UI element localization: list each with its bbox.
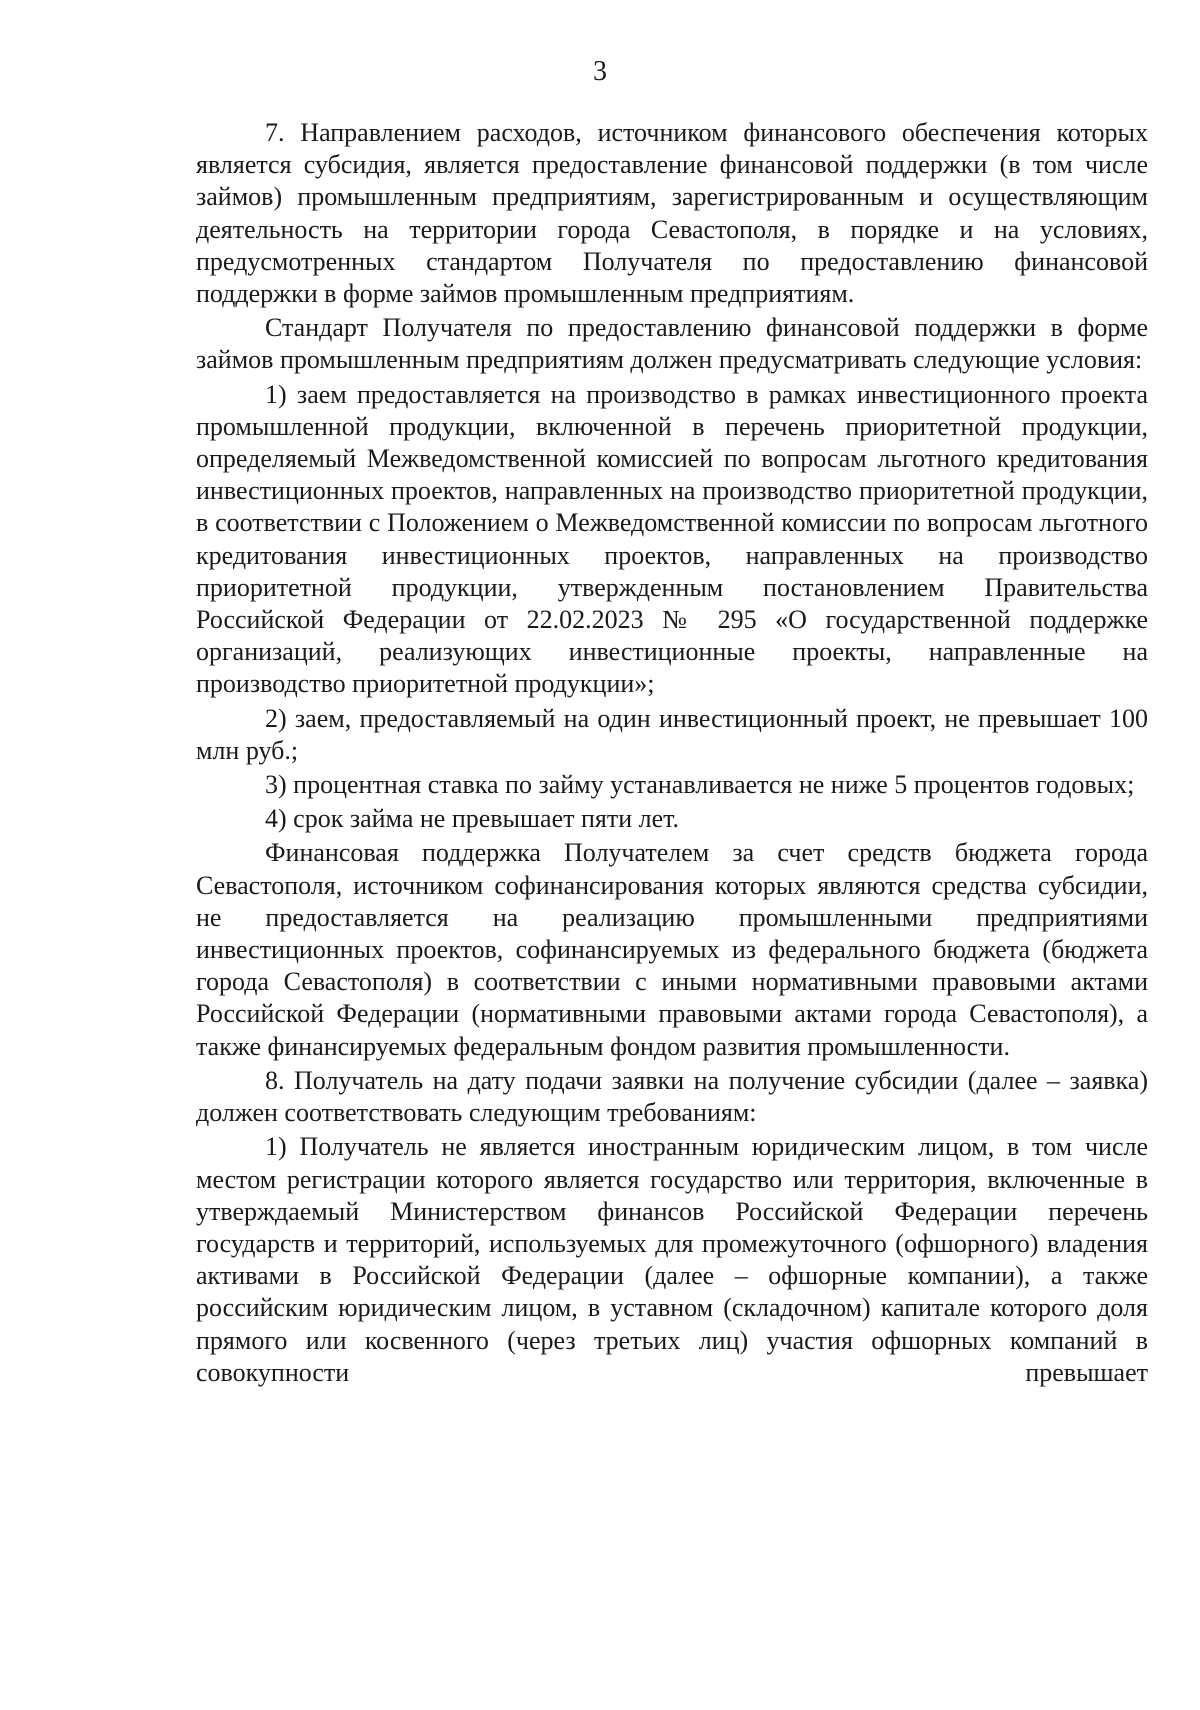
- paragraph-requirement-1: 1) Получатель не является иностранным юридическим лицом, в том числе местом регистрации которого является государство или территория, включенные в утверждаемый Министерством финансов Российской Федерации перечень государств и территорий, используемых для промежуточного (офшорного) владения активами в Российской Федерации (далее – офшорные компании), а также российским юридическим лицом, в уставном (складочном) капитале которого доля прямого или косвенного (через третьих лиц) участия офшорных компаний в совокупности превышает: [196, 1132, 1148, 1387]
- paragraph-condition-2: 2) заем, предоставляемый на один инвестиционный проект, не превышает 100 млн руб.;: [196, 703, 1148, 765]
- page-number: 3: [593, 56, 607, 87]
- paragraph-condition-4: 4) срок займа не превышает пяти лет.: [265, 804, 680, 834]
- paragraph-condition-1: 1) заем предоставляется на производство в рамках инвестиционного проекта промышленной продукции, включенной в перечень приоритетной продукции, определяемый Межведомственной комиссией по вопросам льготного кредитования инвестиционных проектов, направленных на производство приоритетной продукции, в соответствии с Положением о Межведомственной комиссии по вопросам льготного кредитования инвестиционных проектов, направленных на производство приоритетной продукции, утвержденным постановлением Правительства Российской Федерации от 22.02.2023 № 295 «О государственной поддержке организаций, реализующих инвестиционные проекты, направленные на производство приоритетной продукции»;: [196, 379, 1148, 699]
- paragraph-8-requirements: 8. Получатель на дату подачи заявки на получение субсидии (далее – заявка) должен соответствовать следующим требованиям:: [196, 1065, 1148, 1128]
- document-body: [196, 117, 1148, 1389]
- paragraph-7-expense-direction: 7. Направлением расходов, источником финансового обеспечения которых является субсидия, является предоставление финансовой поддержки (в том числе займов) промышленным предприятиям, зарегистрированным и осуществляющим деятельность на территории города Севастополя, в порядке и на условиях, предусмотренных стандартом Получателя по предоставлению финансовой поддержки в форме займов промышленным предприятиям.: [196, 118, 1148, 309]
- paragraph-condition-3: 3) процентная ставка по займу устанавливается не ниже 5 процентов годовых;: [265, 770, 1135, 800]
- paragraph-financial-support-exclusion: Финансовая поддержка Получателем за счет средств бюджета города Севастополя, источником софинансирования которых являются средства субсидии, не предоставляется на реализацию промышленными предприятиями инвестиционных проектов, софинансируемых из федерального бюджета (бюджета города Севастополя) в соответствии с иными нормативными правовыми актами Российской Федерации (нормативными правовыми актами города Севастополя), а также финансируемых федеральным фондом развития промышленности.: [196, 838, 1148, 1061]
- paragraph-standard-conditions: Стандарт Получателя по предоставлению финансовой поддержки в форме займов промышленным предприятиям должен предусматривать следующие условия:: [196, 313, 1148, 375]
